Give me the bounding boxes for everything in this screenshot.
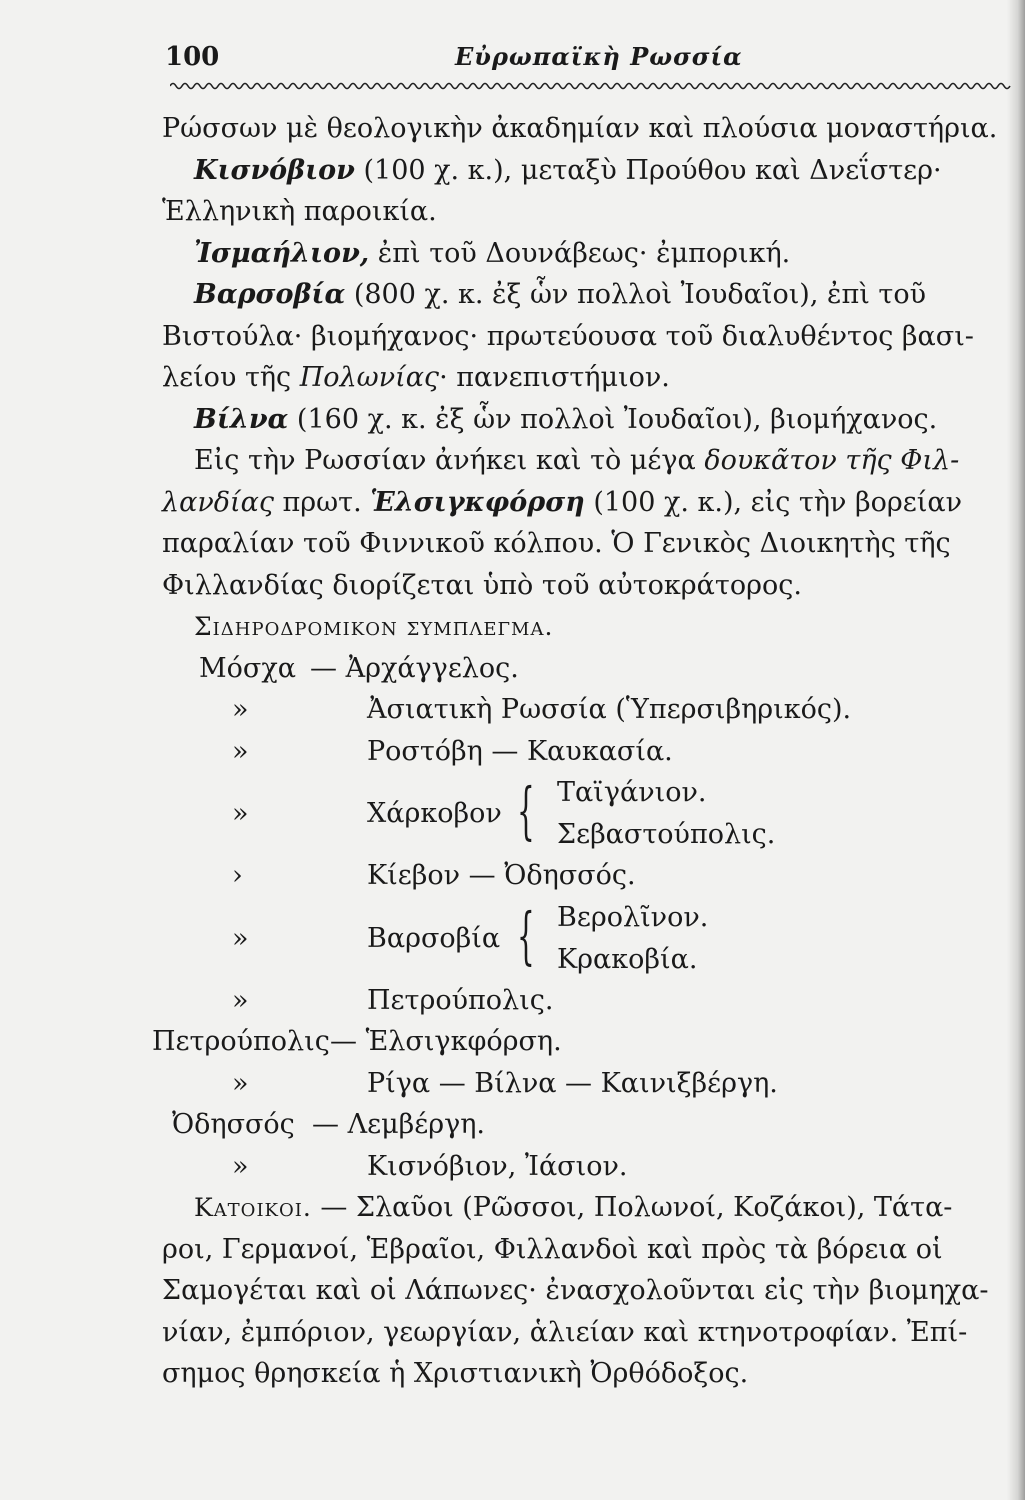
rail-row — [162, 1063, 1025, 1105]
rail-row — [162, 980, 1025, 1022]
page-number: 100 — [165, 42, 220, 72]
text-line — [162, 482, 1025, 524]
rail-row-branch — [162, 772, 1025, 855]
city-name: Κισνόβιον — [194, 154, 355, 186]
rail-destination: — Ἀρχάγγελος. — [310, 652, 519, 684]
text-line — [162, 565, 1025, 607]
italic-text: Πολωνίας — [299, 362, 440, 393]
text-span: σημος θρησκεία ἡ Χριστιανικὴ Ὀρθόδοξος. — [162, 1358, 749, 1389]
rail-branch: Σεβαστούπολις. — [557, 819, 776, 850]
rail-branch: Ταϊγάνιον. — [557, 777, 707, 808]
ditto-mark: » — [232, 694, 249, 725]
rail-row — [162, 731, 1025, 773]
text-span: — Σλαῦοι (Ρῶσσοι, Πολωνοί, Κοζάκοι), Τάτα- — [311, 1192, 953, 1223]
page-header — [165, 42, 1025, 82]
text-span: Βιστούλα· βιομήχανος· πρωτεύουσα τοῦ διαλυθέντος βασι- — [162, 320, 974, 352]
rail-origin: Μόσχα — [199, 652, 296, 684]
rail-origin: Πετρούπολις — [152, 1026, 330, 1057]
text-span: Φιλλανδίας διορίζεται ὑπὸ τοῦ αὐτοκράτορος. — [162, 569, 802, 601]
ditto-mark: » — [232, 1150, 249, 1182]
rail-destination: Ροστόβη — Καυκασία. — [367, 735, 673, 767]
italic-text: δουκᾶτον τῆς Φιλ- — [704, 445, 960, 476]
text-line — [162, 1353, 1025, 1395]
text-span: (160 χ. κ. ἐξ ὧν πολλοὶ Ἰουδαῖοι), βιομήχανος. — [288, 403, 938, 435]
text-span: Εἰς τὴν Ρωσσίαν ἀνήκει καὶ τὸ μέγα — [194, 445, 705, 476]
text-span: (100 χ. κ.), εἰς τὴν βορείαν — [584, 486, 962, 518]
rail-row — [152, 1021, 1025, 1063]
text-line — [162, 274, 1025, 316]
text-line — [162, 523, 1025, 565]
ditto-mark: » — [232, 922, 249, 954]
text-span: ροι, Γερμανοί, Ἑβραῖοι, Φιλλανδοὶ καὶ πρὸς τὰ βόρεια οἱ — [162, 1233, 943, 1265]
ditto-mark: › — [232, 860, 243, 891]
city-name: Ἰσμαήλιον, — [194, 237, 370, 269]
text-span: πρωτ. — [273, 486, 371, 518]
brace-icon: { — [517, 774, 535, 847]
section-heading: Κατοικοι. — [194, 1193, 312, 1222]
rail-destination: Πετρούπολις. — [367, 984, 554, 1016]
rail-origin: Ὀδησσός — [172, 1109, 295, 1140]
rail-row-branch — [162, 897, 1025, 980]
italic-text: λανδίας — [162, 486, 274, 518]
text-span: ἐπὶ τοῦ Δουνάβεως· ἐμπορική. — [369, 237, 791, 269]
rail-destination: Ρίγα — Βίλνα — Καινιξβέργη. — [367, 1067, 778, 1099]
running-title: Εὐρωπαϊκὴ Ρωσσία — [455, 42, 743, 71]
text-line — [162, 150, 1025, 192]
text-span: Ρώσσων μὲ θεολογικὴν ἀκαδημίαν καὶ πλούσια μοναστήρια. — [162, 113, 998, 144]
text-line — [162, 191, 1025, 233]
rail-heading — [162, 606, 1025, 648]
ditto-mark: » — [232, 1067, 249, 1099]
ditto-mark: » — [232, 984, 249, 1016]
rail-destination: Κισνόβιον, Ἰάσιον. — [367, 1150, 628, 1182]
rail-destination: Ἀσιατικὴ Ρωσσία (Ὑπερσιβηρικός). — [367, 694, 852, 725]
text-line — [162, 357, 1025, 399]
text-span: παραλίαν τοῦ Φιννικοῦ κόλπου. Ὁ Γενικὸς Διοικητὴς τῆς — [162, 528, 951, 559]
text-span: Ἑλληνικὴ παροικία. — [162, 196, 437, 227]
brace-icon: { — [517, 898, 535, 972]
rail-destination: — Ἑλσιγκφόρση. — [330, 1026, 562, 1057]
city-name: Ἑλσιγκφόρση — [370, 486, 585, 518]
text-line — [162, 399, 1025, 441]
rail-row — [162, 855, 1025, 897]
rail-destination: Χάρκοβον — [367, 798, 502, 829]
text-span: λείου τῆς — [162, 362, 300, 393]
rail-row — [162, 1104, 1025, 1146]
text-line — [162, 1187, 1025, 1229]
rail-branch: Κρακοβία. — [557, 943, 698, 975]
rail-destination: Κίεβον — Ὀδησσός. — [367, 860, 636, 891]
text-span: νίαν, ἐμπόριον, γεωργίαν, ἁλιείαν καὶ κτηνοτροφίαν. Ἐπί- — [162, 1316, 968, 1348]
text-line — [162, 440, 1025, 482]
rail-row — [162, 689, 1025, 731]
rail-row — [162, 648, 1025, 690]
text-line — [162, 1270, 1025, 1312]
city-name: Βαρσοβία — [194, 279, 346, 310]
rail-row — [162, 1146, 1025, 1188]
city-name: Βίλνα — [194, 403, 289, 435]
text-line — [162, 233, 1025, 275]
page-body — [152, 108, 1025, 1395]
text-span: (100 χ. κ.), μεταξὺ Προύθου καὶ Δνεΐστερ· — [354, 154, 942, 186]
text-line — [162, 1312, 1025, 1354]
rail-branch: Βερολῖνον. — [557, 901, 709, 933]
section-heading: Σιδηροδρομικον συμπλεγμα. — [194, 612, 554, 641]
wavy-header-rule — [170, 80, 1025, 92]
text-line — [162, 316, 1025, 358]
rail-destination: Βαρσοβία — [367, 922, 501, 954]
text-span: (800 χ. κ. ἐξ ὧν πολλοὶ Ἰουδαῖοι), ἐπὶ τοῦ — [345, 279, 927, 310]
text-span: Σαμογέται καὶ οἱ Λάπωνες· ἐνασχολοῦνται εἰς τὴν βιομηχα- — [162, 1275, 989, 1306]
text-line — [162, 108, 1025, 150]
ditto-mark: » — [232, 735, 249, 767]
text-span: · πανεπιστήμιον. — [439, 362, 670, 393]
ditto-mark: » — [232, 798, 249, 829]
rail-destination: — Λεμβέργη. — [312, 1109, 485, 1140]
text-line — [162, 1229, 1025, 1271]
